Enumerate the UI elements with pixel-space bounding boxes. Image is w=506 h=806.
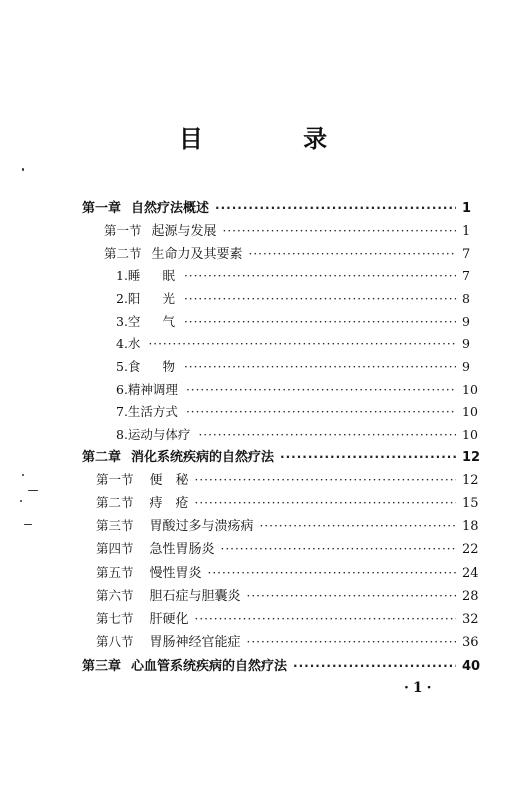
entry-page: 18: [462, 519, 479, 534]
dot-leader: [198, 425, 456, 445]
entry-page: 12: [462, 450, 481, 465]
toc-entry-section[interactable]: [104, 221, 478, 241]
scan-speck: [22, 168, 24, 171]
toc-entry-section[interactable]: [96, 516, 478, 536]
toc-entry-item[interactable]: [116, 334, 478, 354]
entry-title: 胃酸过多与溃疡病: [149, 519, 254, 534]
entry-number: 第二节: [104, 246, 142, 261]
entry-page: 9: [462, 336, 470, 351]
toc-entry-item[interactable]: [116, 380, 478, 400]
entry-number: 5.食: [116, 359, 141, 374]
toc-entry-item[interactable]: [116, 402, 478, 422]
dot-leader: [195, 609, 456, 629]
entry-number: 第三节: [96, 518, 134, 533]
toc-entry-chapter-2[interactable]: [82, 447, 481, 467]
entry-title: 眠: [162, 268, 178, 283]
dot-leader: [293, 656, 456, 676]
entry-number: 第八节: [96, 634, 134, 649]
toc-entry-section[interactable]: [104, 244, 478, 264]
dot-leader: [249, 244, 456, 264]
toc-entry-section[interactable]: [96, 632, 478, 652]
toc-entry-section[interactable]: [96, 539, 478, 559]
entry-number: 第一节: [96, 472, 134, 487]
toc-entry-item[interactable]: [116, 289, 478, 309]
toc-entry-section[interactable]: [96, 609, 478, 629]
entry-page: 32: [462, 612, 479, 627]
scan-speck: [24, 524, 32, 525]
entry-page: 10: [462, 382, 478, 397]
entry-number: 第一章: [82, 201, 122, 216]
scan-speck: [20, 500, 22, 502]
dot-leader: [195, 470, 456, 490]
entry-number: 第五节: [96, 565, 134, 580]
dot-leader: [195, 493, 456, 513]
dot-leader: [223, 221, 456, 241]
entry-title: 生命力及其要素: [151, 247, 243, 262]
toc-title: 目 录: [178, 125, 374, 153]
entry-title: 胆石症与胆囊炎: [149, 589, 241, 604]
entry-title: 急性胃肠炎: [149, 542, 215, 557]
entry-page: 7: [462, 268, 470, 283]
entry-page: 1: [462, 201, 472, 216]
dot-leader: [186, 380, 456, 400]
entry-page: 24: [462, 566, 479, 581]
toc-entry-section[interactable]: [96, 586, 478, 606]
entry-number: 8.运动与体疗: [116, 427, 191, 442]
entry-title: 起源与发展: [151, 224, 217, 239]
entry-title: 心血管系统疾病的自然疗法: [131, 659, 288, 674]
toc-entry-section[interactable]: [96, 493, 478, 513]
toc-entry-item[interactable]: [116, 425, 478, 445]
entry-page: 9: [462, 359, 470, 374]
toc-entry-section[interactable]: [96, 563, 478, 583]
dot-leader: [184, 357, 456, 377]
entry-page: 10: [462, 427, 478, 442]
entry-page: 36: [462, 635, 479, 650]
entry-title: 气: [162, 314, 178, 329]
entry-title: 自然疗法概述: [131, 201, 210, 216]
entry-number: 第二章: [82, 450, 122, 465]
dot-leader: [260, 516, 456, 536]
entry-page: 12: [462, 473, 479, 488]
toc-entry-item[interactable]: [116, 357, 478, 377]
entry-title: 便 秘: [149, 473, 189, 488]
entry-number: 第一节: [104, 223, 142, 238]
entry-number: 第七节: [96, 611, 134, 626]
entry-title: 物: [162, 359, 178, 374]
dot-leader: [186, 402, 456, 422]
entry-title: 肝硬化: [149, 612, 189, 627]
scan-speck: [22, 474, 24, 476]
toc-entry-item[interactable]: [116, 266, 478, 286]
entry-title: 胃肠神经官能症: [149, 635, 241, 650]
dot-leader: [184, 266, 456, 286]
entry-number: 3.空: [116, 314, 141, 329]
entry-page: 28: [462, 589, 479, 604]
dot-leader: [184, 289, 456, 309]
dot-leader: [208, 563, 456, 583]
toc-entry-item[interactable]: [116, 312, 478, 332]
entry-title: 慢性胃炎: [149, 566, 202, 581]
entry-page: 7: [462, 247, 471, 262]
entry-number: 2.阳: [116, 291, 141, 306]
dot-leader: [221, 539, 456, 559]
toc-entry-chapter-3[interactable]: [82, 656, 481, 676]
entry-title: 痔 疮: [149, 496, 189, 511]
dot-leader: [148, 334, 456, 354]
scan-speck: [28, 490, 38, 491]
entry-number: 第六节: [96, 588, 134, 603]
dot-leader: [247, 586, 456, 606]
entry-number: 第四节: [96, 541, 134, 556]
dot-leader: [280, 447, 456, 467]
toc-entry-chapter-1[interactable]: [82, 198, 478, 218]
entry-number: 第三章: [82, 659, 122, 674]
entry-number: 第二节: [96, 495, 134, 510]
dot-leader: [184, 312, 456, 332]
page-number-footer: ·1·: [404, 680, 436, 696]
entry-page: 15: [462, 496, 479, 511]
entry-number: 1.睡: [116, 268, 141, 283]
entry-title: 消化系统疾病的自然疗法: [131, 450, 275, 465]
entry-number: 4.水: [116, 336, 141, 351]
entry-page: 8: [462, 291, 470, 306]
entry-title: 光: [162, 291, 178, 306]
entry-page: 22: [462, 542, 479, 557]
entry-page: 1: [462, 224, 471, 239]
dot-leader: [247, 632, 456, 652]
toc-entry-section[interactable]: [96, 470, 478, 490]
entry-number: 6.精神调理: [116, 382, 178, 397]
entry-number: 7.生活方式: [116, 404, 178, 419]
entry-page: 40: [462, 659, 481, 674]
entry-page: 10: [462, 404, 478, 419]
entry-page: 9: [462, 314, 470, 329]
dot-leader: [215, 198, 456, 218]
